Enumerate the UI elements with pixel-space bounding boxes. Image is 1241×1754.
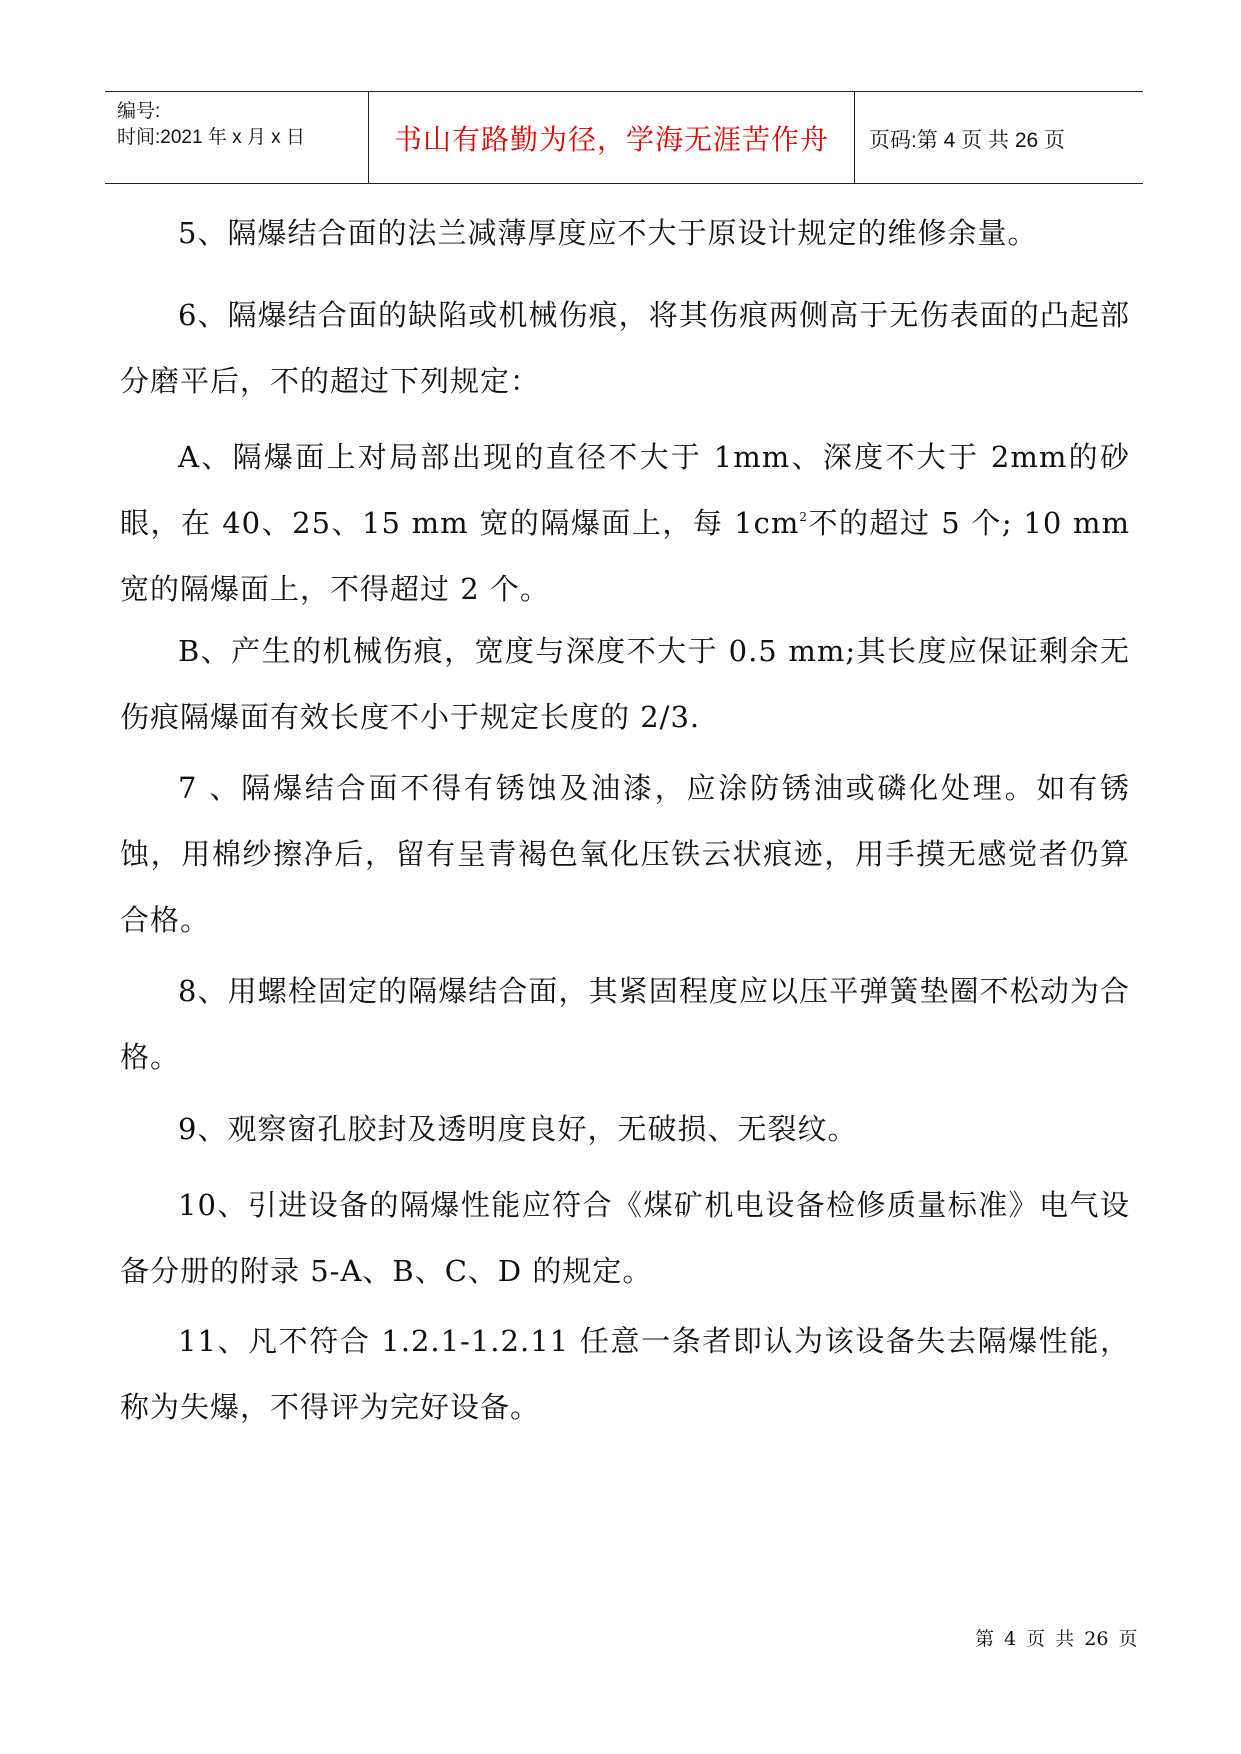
paragraph-8: 8、用螺栓固定的隔爆结合面，其紧固程度应以压平弹簧垫圈不松动为合格。 <box>120 974 1130 1074</box>
paragraph-b: B、产生的机械伤痕，宽度与深度不大于 0.5 mm;其长度应保证剩余无伤痕隔爆面有效长度不小于规定长度的 2/3. <box>120 634 1130 734</box>
document-header <box>105 91 1143 184</box>
motto-text: 书山有路勤为径，学海无涯苦作舟 <box>393 123 829 156</box>
header-meta-cell <box>105 92 369 183</box>
time-label: 时间:2021 年 x 月 x 日 <box>117 127 305 148</box>
header-page-cell <box>855 92 1143 183</box>
page-number-label: 页码:第 4 页 共 26 页 <box>869 129 1066 152</box>
superscript-2: 2 <box>799 510 808 524</box>
paragraph-9: 9、观察窗孔胶封及透明度良好，无破损、无裂纹。 <box>178 1112 858 1146</box>
page-footer: 第 4 页 共 26 页 <box>975 1628 1138 1650</box>
number-label: 编号: <box>117 101 161 122</box>
paragraph-a <box>120 424 1130 622</box>
header-motto-cell <box>369 92 855 183</box>
paragraph-5: 5、隔爆结合面的法兰减薄厚度应不大于原设计规定的维修余量。 <box>178 216 1038 250</box>
paragraph-7: 7 、隔爆结合面不得有锈蚀及油漆，应涂防锈油或磷化处理。如有锈蚀，用棉纱擦净后，留有呈青褐色氧化压铁云状痕迹，用手摸无感觉者仍算合格。 <box>120 771 1130 937</box>
paragraph-10: 10、引进设备的隔爆性能应符合《煤矿机电设备检修质量标准》电气设备分册的附录 5-A、B、C、D 的规定。 <box>120 1188 1130 1288</box>
paragraph-a-text: A、隔爆面上对局部出现的直径不大于 1mm、深度不大于 2mm的砂眼，在 40、25、15 mm 宽的隔爆面上，每 1cm <box>120 440 1130 540</box>
paragraph-6: 6、隔爆结合面的缺陷或机械伤痕，将其伤痕两侧高于无伤表面的凸起部分磨平后，不的超过下列规定： <box>120 298 1130 398</box>
paragraph-a-text-cont: 不的超过 5 个; 10 mm 宽的隔爆面上，不得超过 2 个。 <box>120 506 1130 606</box>
paragraph-11: 11、凡不符合 1.2.1-1.2.11 任意一条者即认为该设备失去隔爆性能，称为失爆，不得评为完好设备。 <box>120 1324 1130 1424</box>
